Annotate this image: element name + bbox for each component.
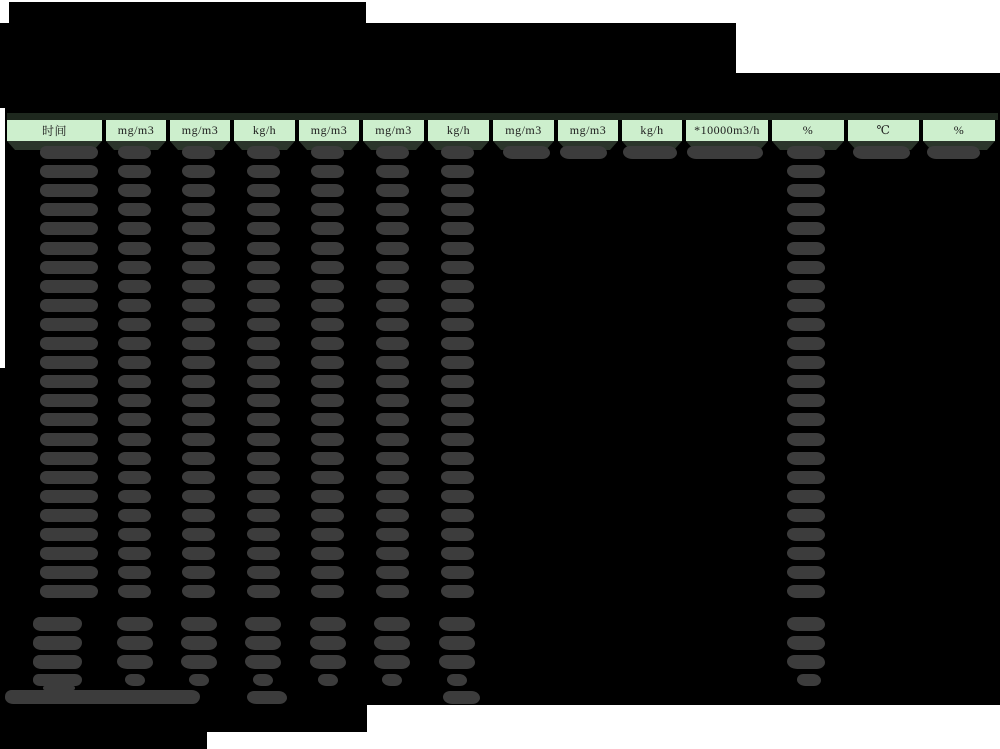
redacted-cell-value bbox=[441, 528, 474, 541]
redacted-cell-value bbox=[441, 547, 474, 560]
redacted-cell-value bbox=[503, 146, 550, 159]
redacted-cell-value bbox=[311, 318, 344, 331]
redacted-cell-value bbox=[118, 203, 151, 216]
redacted-cell-value bbox=[853, 146, 910, 159]
redacted-cell-value bbox=[182, 203, 215, 216]
redacted-cell-value bbox=[787, 222, 825, 235]
redacted-cell-value bbox=[787, 280, 825, 293]
redacted-time-value bbox=[40, 203, 98, 216]
redacted-cell-value bbox=[787, 433, 825, 446]
redacted-cell-value bbox=[311, 184, 344, 197]
redacted-cell-value bbox=[441, 184, 474, 197]
redacted-cell-value bbox=[787, 299, 825, 312]
redacted-cell-value bbox=[787, 375, 825, 388]
redacted-cell-value bbox=[787, 636, 825, 650]
redacted-time-value bbox=[40, 165, 98, 178]
redacted-cell-value bbox=[311, 261, 344, 274]
redacted-cell-value bbox=[311, 280, 344, 293]
header-unit-cell: mg/m3 bbox=[299, 120, 359, 141]
redacted-cell-value bbox=[118, 337, 151, 350]
redacted-cell-value bbox=[181, 636, 217, 650]
redacted-cell-value bbox=[374, 617, 410, 631]
redacted-cell-value bbox=[182, 528, 215, 541]
redacted-cell-value bbox=[118, 242, 151, 255]
redacted-cell-value bbox=[441, 490, 474, 503]
redacted-cell-value bbox=[787, 146, 825, 159]
redacted-cell-value bbox=[441, 413, 474, 426]
redacted-cell-value bbox=[247, 691, 287, 704]
redacted-cell-value bbox=[376, 566, 409, 579]
redacted-cell-value bbox=[441, 203, 474, 216]
redacted-cell-value bbox=[374, 636, 410, 650]
redacted-cell-value bbox=[245, 655, 281, 669]
redacted-cell-value bbox=[311, 222, 344, 235]
redacted-cell-value bbox=[247, 490, 280, 503]
redacted-time-value bbox=[40, 585, 98, 598]
redacted-cell-value bbox=[441, 280, 474, 293]
redacted-cell-value bbox=[441, 394, 474, 407]
redacted-cell-value bbox=[311, 299, 344, 312]
redacted-time-value bbox=[40, 337, 98, 350]
redacted-cell-value bbox=[787, 242, 825, 255]
redacted-time-value bbox=[40, 452, 98, 465]
redacted-cell-value bbox=[117, 655, 153, 669]
redacted-cell-value bbox=[441, 375, 474, 388]
redacted-time-value bbox=[40, 375, 98, 388]
redacted-cell-value bbox=[376, 165, 409, 178]
redacted-cell-value bbox=[376, 394, 409, 407]
redacted-cell-value bbox=[311, 146, 344, 159]
redacted-time-value bbox=[40, 394, 98, 407]
header-unit-cell: mg/m3 bbox=[493, 120, 554, 141]
redacted-cell-value bbox=[447, 674, 467, 686]
redacted-cell-value bbox=[441, 299, 474, 312]
header-unit-cell: % bbox=[772, 120, 844, 141]
redacted-cell-value bbox=[182, 471, 215, 484]
redacted-cell-value bbox=[311, 547, 344, 560]
redacted-cell-value bbox=[118, 222, 151, 235]
redacted-cell-value bbox=[118, 299, 151, 312]
redacted-cell-value bbox=[687, 146, 763, 159]
redacted-cell-value bbox=[182, 299, 215, 312]
redacted-cell-value bbox=[118, 490, 151, 503]
redacted-cell-value bbox=[376, 184, 409, 197]
redacted-cell-value bbox=[787, 318, 825, 331]
header-unit-cell: mg/m3 bbox=[106, 120, 166, 141]
redacted-time-value bbox=[40, 280, 98, 293]
redacted-cell-value bbox=[376, 146, 409, 159]
redacted-cell-value bbox=[441, 433, 474, 446]
redacted-cell-value bbox=[310, 617, 346, 631]
redacted-time-value bbox=[40, 261, 98, 274]
redacted-cell-value bbox=[182, 261, 215, 274]
redacted-cell-value bbox=[376, 471, 409, 484]
redacted-cell-value bbox=[247, 413, 280, 426]
redacted-cell-value bbox=[376, 509, 409, 522]
redacted-cell-value bbox=[247, 242, 280, 255]
redacted-cell-value bbox=[247, 452, 280, 465]
redacted-cell-value bbox=[376, 413, 409, 426]
redacted-cell-value bbox=[247, 280, 280, 293]
redacted-cell-value bbox=[376, 222, 409, 235]
redacted-cell-value bbox=[118, 356, 151, 369]
redacted-cell-value bbox=[118, 146, 151, 159]
redacted-cell-value bbox=[247, 528, 280, 541]
redacted-cell-value bbox=[441, 566, 474, 579]
redacted-cell-value bbox=[441, 146, 474, 159]
redacted-time-value bbox=[40, 146, 98, 159]
redacted-cell-value bbox=[247, 433, 280, 446]
redacted-cell-value bbox=[787, 547, 825, 560]
redacted-cell-value bbox=[441, 242, 474, 255]
redacted-time-value bbox=[40, 566, 98, 579]
redacted-cell-value bbox=[311, 452, 344, 465]
redacted-cell-value bbox=[441, 356, 474, 369]
redacted-cell-value bbox=[376, 261, 409, 274]
redacted-cell-value bbox=[376, 452, 409, 465]
header-unit-cell: mg/m3 bbox=[558, 120, 618, 141]
redacted-summary-label bbox=[33, 636, 82, 650]
redacted-cell-value bbox=[376, 337, 409, 350]
redacted-time-value bbox=[40, 509, 98, 522]
redacted-footer-text bbox=[5, 690, 200, 704]
redacted-cell-value bbox=[787, 452, 825, 465]
redacted-cell-value bbox=[376, 433, 409, 446]
redacted-cell-value bbox=[182, 509, 215, 522]
redacted-cell-value bbox=[787, 566, 825, 579]
redacted-cell-value bbox=[376, 299, 409, 312]
redacted-cell-value bbox=[376, 375, 409, 388]
redacted-cell-value bbox=[311, 433, 344, 446]
redacted-cell-value bbox=[787, 413, 825, 426]
redacted-cell-value bbox=[376, 356, 409, 369]
redacted-cell-value bbox=[787, 261, 825, 274]
title-redaction bbox=[9, 2, 366, 23]
header-unit-cell: *10000m3/h bbox=[686, 120, 768, 141]
redacted-cell-value bbox=[118, 471, 151, 484]
redacted-cell-value bbox=[441, 222, 474, 235]
redacted-cell-value bbox=[376, 318, 409, 331]
redacted-cell-value bbox=[787, 528, 825, 541]
redacted-cell-value bbox=[118, 184, 151, 197]
redacted-cell-value bbox=[118, 413, 151, 426]
redacted-time-value bbox=[40, 528, 98, 541]
header-unit-cell: mg/m3 bbox=[363, 120, 424, 141]
redacted-cell-value bbox=[182, 413, 215, 426]
redacted-cell-value bbox=[787, 184, 825, 197]
redacted-cell-value bbox=[247, 375, 280, 388]
redacted-time-value bbox=[40, 490, 98, 503]
redacted-cell-value bbox=[311, 337, 344, 350]
redacted-cell-value bbox=[247, 203, 280, 216]
redacted-cell-value bbox=[182, 490, 215, 503]
redacted-cell-value bbox=[311, 490, 344, 503]
redacted-cell-value bbox=[787, 337, 825, 350]
redacted-cell-value bbox=[787, 165, 825, 178]
subtitle-redaction bbox=[0, 23, 736, 73]
redacted-time-value bbox=[40, 318, 98, 331]
redacted-cell-value bbox=[311, 165, 344, 178]
redacted-cell-value bbox=[441, 585, 474, 598]
redacted-cell-value bbox=[118, 394, 151, 407]
redacted-cell-value bbox=[311, 566, 344, 579]
table-bottom-step-1 bbox=[0, 705, 367, 732]
redacted-cell-value bbox=[311, 375, 344, 388]
redacted-cell-value bbox=[441, 471, 474, 484]
redacted-cell-value bbox=[376, 203, 409, 216]
redacted-cell-value bbox=[787, 617, 825, 631]
redacted-cell-value bbox=[311, 509, 344, 522]
redacted-cell-value bbox=[182, 433, 215, 446]
redacted-cell-value bbox=[247, 566, 280, 579]
redacted-cell-value bbox=[182, 547, 215, 560]
redacted-time-value bbox=[40, 356, 98, 369]
redacted-cell-value bbox=[182, 585, 215, 598]
redacted-cell-value bbox=[247, 184, 280, 197]
header-unit-cell: ℃ bbox=[848, 120, 919, 141]
redacted-time-value bbox=[40, 299, 98, 312]
redacted-cell-value bbox=[787, 203, 825, 216]
redacted-time-value bbox=[40, 433, 98, 446]
redacted-cell-value bbox=[623, 146, 677, 159]
redacted-cell-value bbox=[247, 299, 280, 312]
redacted-cell-value bbox=[311, 394, 344, 407]
redacted-cell-value bbox=[118, 566, 151, 579]
redacted-cell-value bbox=[441, 261, 474, 274]
redacted-cell-value bbox=[182, 242, 215, 255]
header-unit-cell: kg/h bbox=[234, 120, 295, 141]
redacted-cell-value bbox=[182, 337, 215, 350]
redacted-cell-value bbox=[247, 165, 280, 178]
redacted-time-value bbox=[40, 547, 98, 560]
redacted-cell-value bbox=[181, 617, 217, 631]
redacted-cell-value bbox=[787, 471, 825, 484]
redacted-cell-value bbox=[182, 280, 215, 293]
redacted-cell-value bbox=[182, 356, 215, 369]
redacted-cell-value bbox=[441, 165, 474, 178]
redacted-cell-value bbox=[441, 318, 474, 331]
redacted-cell-value bbox=[118, 280, 151, 293]
redacted-cell-value bbox=[787, 585, 825, 598]
redacted-time-value bbox=[40, 471, 98, 484]
header-unit-cell: mg/m3 bbox=[170, 120, 230, 141]
redacted-cell-value bbox=[247, 318, 280, 331]
header-unit-cell: 时间 bbox=[7, 120, 102, 141]
redacted-cell-value bbox=[787, 356, 825, 369]
redacted-cell-value bbox=[247, 547, 280, 560]
redacted-cell-value bbox=[310, 655, 346, 669]
redacted-cell-value bbox=[182, 566, 215, 579]
table-bottom-step-2 bbox=[0, 732, 207, 749]
redacted-cell-value bbox=[247, 146, 280, 159]
redacted-cell-value bbox=[441, 509, 474, 522]
redacted-cell-value bbox=[376, 280, 409, 293]
header-unit-cell: kg/h bbox=[428, 120, 489, 141]
redacted-cell-value bbox=[318, 674, 338, 686]
redacted-cell-value bbox=[787, 509, 825, 522]
redacted-cell-value bbox=[118, 165, 151, 178]
header-top-strip bbox=[7, 113, 998, 120]
redacted-cell-value bbox=[441, 452, 474, 465]
redacted-cell-value bbox=[376, 585, 409, 598]
redacted-cell-value bbox=[247, 471, 280, 484]
redacted-cell-value bbox=[439, 636, 475, 650]
redacted-cell-value bbox=[311, 242, 344, 255]
redacted-cell-value bbox=[247, 509, 280, 522]
redacted-cell-value bbox=[311, 356, 344, 369]
redacted-cell-value bbox=[117, 636, 153, 650]
redacted-cell-value bbox=[376, 490, 409, 503]
redacted-time-value bbox=[40, 242, 98, 255]
redacted-cell-value bbox=[374, 655, 410, 669]
redacted-cell-value bbox=[118, 318, 151, 331]
redacted-cell-value bbox=[311, 413, 344, 426]
redacted-cell-value bbox=[182, 222, 215, 235]
redacted-cell-value bbox=[118, 528, 151, 541]
redacted-cell-value bbox=[245, 617, 281, 631]
redacted-cell-value bbox=[787, 490, 825, 503]
redacted-cell-value bbox=[125, 674, 145, 686]
redacted-cell-value bbox=[247, 356, 280, 369]
redacted-cell-value bbox=[311, 528, 344, 541]
redacted-cell-value bbox=[118, 375, 151, 388]
redacted-cell-value bbox=[182, 165, 215, 178]
redacted-cell-value bbox=[189, 674, 209, 686]
redacted-cell-value bbox=[118, 547, 151, 560]
redacted-cell-value bbox=[443, 691, 480, 704]
redacted-cell-value bbox=[376, 242, 409, 255]
redacted-cell-value bbox=[311, 203, 344, 216]
redacted-cell-value bbox=[247, 337, 280, 350]
redacted-cell-value bbox=[118, 452, 151, 465]
redacted-cell-value bbox=[118, 433, 151, 446]
column-names-redaction bbox=[0, 73, 1000, 108]
header-unit-cell: % bbox=[923, 120, 995, 141]
redacted-summary-label bbox=[33, 674, 82, 686]
redacted-summary-label bbox=[33, 617, 82, 631]
redacted-cell-value bbox=[376, 547, 409, 560]
redacted-time-value bbox=[40, 222, 98, 235]
redacted-cell-value bbox=[253, 674, 273, 686]
redacted-cell-value bbox=[182, 146, 215, 159]
redacted-cell-value bbox=[118, 261, 151, 274]
redacted-cell-value bbox=[310, 636, 346, 650]
redacted-cell-value bbox=[181, 655, 217, 669]
redacted-cell-value bbox=[560, 146, 607, 159]
header-unit-cell: kg/h bbox=[622, 120, 682, 141]
redacted-cell-value bbox=[247, 394, 280, 407]
redacted-cell-value bbox=[787, 394, 825, 407]
redacted-cell-value bbox=[382, 674, 402, 686]
redacted-cell-value bbox=[117, 617, 153, 631]
redacted-cell-value bbox=[797, 674, 821, 686]
redacted-time-value bbox=[40, 413, 98, 426]
redacted-cell-value bbox=[182, 184, 215, 197]
redacted-cell-value bbox=[927, 146, 980, 159]
redacted-cell-value bbox=[311, 471, 344, 484]
redacted-cell-value bbox=[376, 528, 409, 541]
redacted-cell-value bbox=[182, 452, 215, 465]
redacted-cell-value bbox=[441, 337, 474, 350]
redacted-summary-label bbox=[33, 655, 82, 669]
redacted-cell-value bbox=[439, 655, 475, 669]
redacted-cell-value bbox=[439, 617, 475, 631]
redacted-time-value bbox=[40, 184, 98, 197]
redacted-cell-value bbox=[118, 509, 151, 522]
redacted-cell-value bbox=[247, 222, 280, 235]
redacted-cell-value bbox=[247, 585, 280, 598]
redacted-cell-value bbox=[118, 585, 151, 598]
redacted-cell-value bbox=[311, 585, 344, 598]
redacted-cell-value bbox=[247, 261, 280, 274]
redacted-cell-value bbox=[787, 655, 825, 669]
redacted-cell-value bbox=[182, 375, 215, 388]
redacted-cell-value bbox=[182, 394, 215, 407]
redacted-cell-value bbox=[245, 636, 281, 650]
redacted-cell-value bbox=[182, 318, 215, 331]
